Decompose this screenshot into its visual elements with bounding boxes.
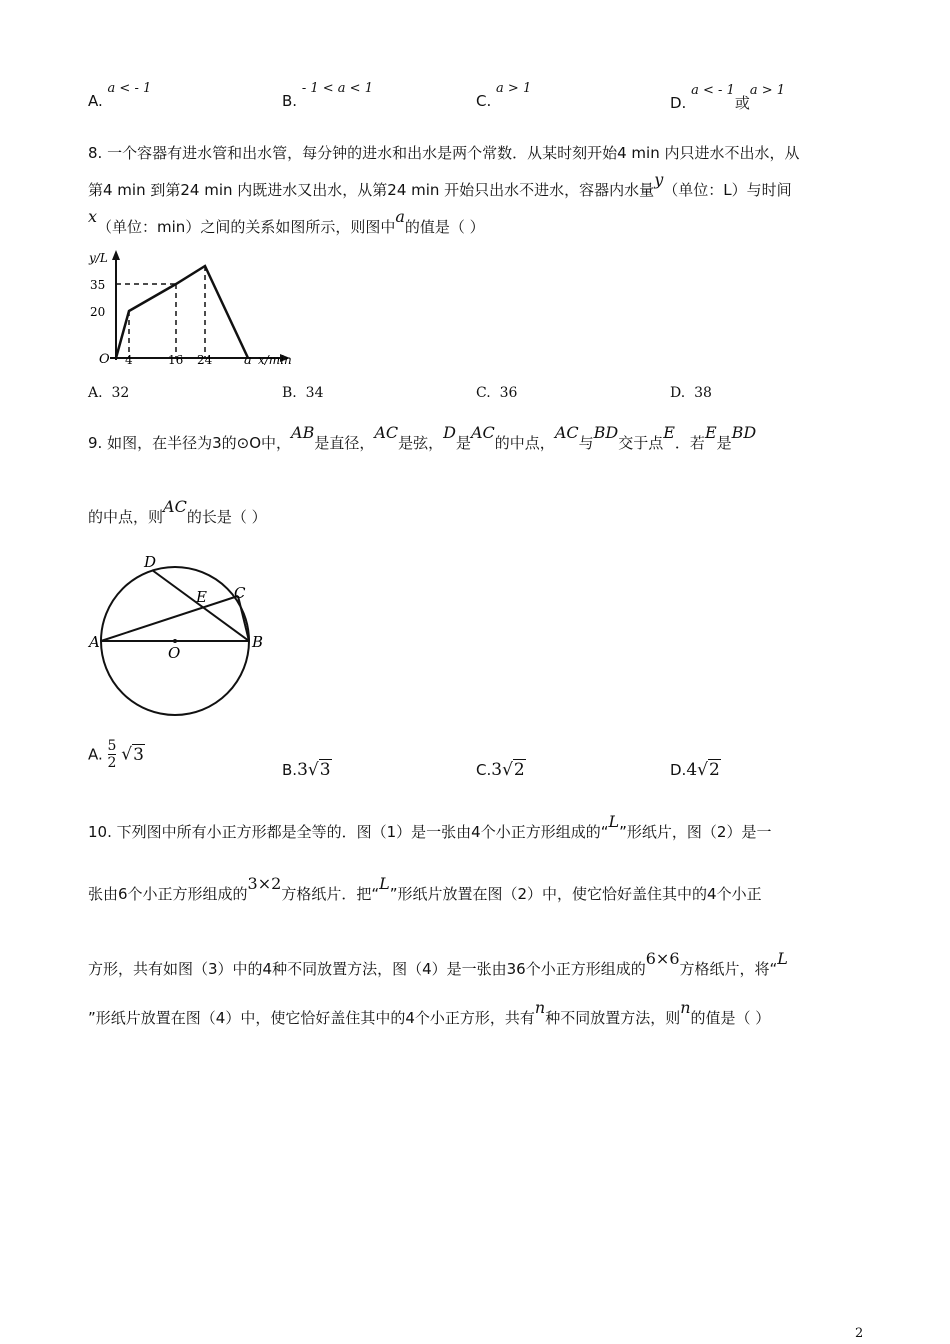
q9-circle-figure bbox=[86, 550, 276, 725]
q7-option-a: A. a < - 1 bbox=[88, 81, 152, 110]
q8-option-c: C. 36 bbox=[476, 385, 518, 401]
q8-line-3: x（单位：min）之间的关系如图所示，则图中a的值是（ ） bbox=[88, 207, 485, 236]
q9-option-d: D.4√2 bbox=[670, 760, 720, 780]
q8-line-2: 第4 min 到第24 min 内既进水又出水，从第24 min 开始只出水不进水，容器内水量y（单位：L）与时间 bbox=[88, 170, 792, 199]
x-axis-label: x/min bbox=[258, 353, 292, 367]
q9-line-2: 的中点，则AC的长是（ ） bbox=[88, 497, 267, 526]
tick-a: a bbox=[244, 353, 252, 368]
page-number: 2 bbox=[855, 1326, 864, 1341]
label-c: C bbox=[234, 584, 246, 602]
q8-graph bbox=[86, 245, 301, 370]
tick-16: 16 bbox=[168, 353, 184, 367]
q7-option-b: B. - 1 < a < 1 bbox=[282, 81, 373, 110]
label-a: A bbox=[89, 633, 100, 651]
q7-option-c: C. a > 1 bbox=[476, 81, 532, 110]
q9-option-b: B.3√3 bbox=[282, 760, 331, 780]
q8-option-d: D. 38 bbox=[670, 385, 712, 401]
origin-label: O bbox=[99, 352, 110, 367]
q10-line-2: 张由6个小正方形组成的3×2方格纸片．把“L”形纸片放置在图（2）中，使它恰好盖住其中的4个小正 bbox=[88, 874, 762, 903]
q8-option-b: B. 34 bbox=[282, 385, 324, 401]
tick-24: 24 bbox=[197, 353, 213, 367]
tick-20: 20 bbox=[90, 305, 106, 319]
q10-line-4: ”形纸片放置在图（4）中，使它恰好盖住其中的4个小正方形，共有n种不同放置方法，则n的值是（ ） bbox=[88, 998, 771, 1027]
y-axis-arrow bbox=[112, 250, 120, 260]
label-d: D bbox=[144, 553, 157, 571]
tick-35: 35 bbox=[90, 278, 106, 292]
q10-line-1: 10. 下列图中所有小正方形都是全等的．图（1）是一张由4个小正方形组成的“L”形纸片，图（2）是一 bbox=[88, 812, 772, 841]
water-volume-line bbox=[116, 266, 248, 358]
q7-option-d: D. a < - 1或a > 1 bbox=[670, 83, 786, 112]
q8-option-a: A. 32 bbox=[88, 385, 130, 401]
q9-line-1: 9. 如图，在半径为3的⊙O中，AB是直径，AC是弦，D是AC的中点，AC与BD交于点E．若E是BD bbox=[88, 423, 757, 452]
label-e: E bbox=[196, 588, 207, 606]
tick-4: 4 bbox=[125, 353, 133, 367]
q9-option-c: C.3√2 bbox=[476, 760, 525, 780]
center-point bbox=[173, 639, 177, 643]
q9-option-a: A. $\frac{5}{2}$ √3 bbox=[88, 738, 144, 771]
q10-line-3: 方形，共有如图（3）中的4种不同放置方法，图（4）是一张由36个小正方形组成的6×6方格纸片，将“L bbox=[88, 949, 788, 978]
y-axis-label: y/L bbox=[89, 251, 108, 265]
label-o: O bbox=[168, 644, 181, 662]
q8-line-1: 8. 一个容器有进水管和出水管，每分钟的进水和出水是两个常数．从某时刻开始4 min 内只进水不出水，从 bbox=[88, 144, 800, 162]
label-b: B bbox=[252, 633, 264, 651]
